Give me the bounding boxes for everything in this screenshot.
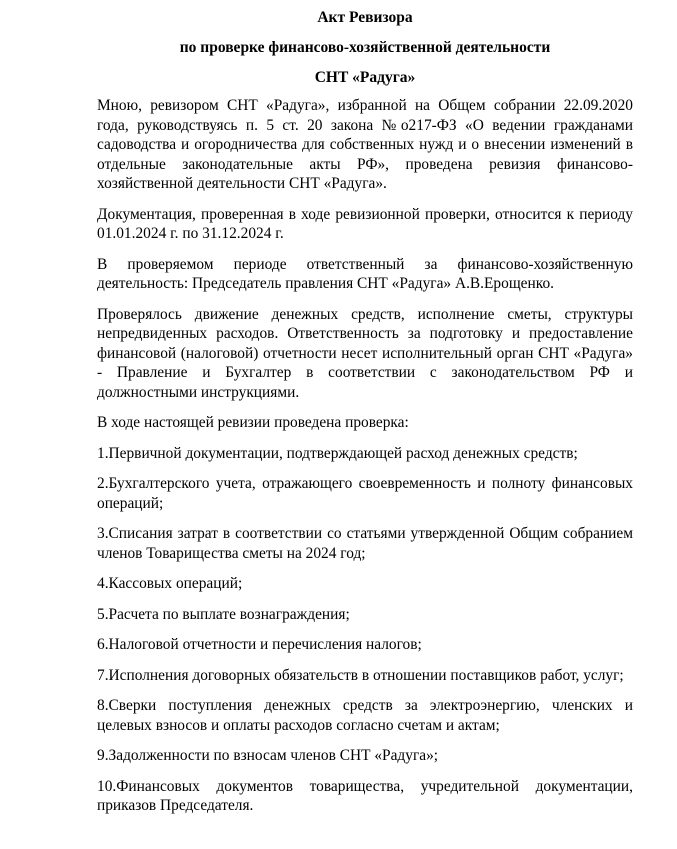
list-item: 5.Расчета по выплате вознаграждения; [97,605,350,623]
paragraph-check-intro: В ходе настоящей ревизии проведена проверка: [97,414,409,431]
paragraph-period: Документация, проверенная в ходе ревизионной проверки, относится к периоду 01.01.2024 г. по 31.12.2024 г. [97,205,633,242]
organization-name: СНТ «Радуга» [314,69,416,86]
list-item: 4.Кассовых операций; [97,575,243,592]
document-title: Акт Ревизора [317,9,413,26]
list-item: 1.Первичной документации, подтверждающей расход денежных средств; [97,444,578,462]
list-item: 10.Финансовых документов товарищества, учредительной документации, приказов Председателя. [97,777,633,814]
list-item: 8.Сверки поступления денежных средств за электроэнергию, членских и целевых взносов и оплаты расходов согласно счетам и актам; [97,697,633,734]
document-subtitle: по проверке финансово-хозяйственной деятельности [179,39,551,56]
list-item: 9.Задолженности по взносам членов СНТ «Радуга»; [97,747,439,764]
list-item: 2.Бухгалтерского учета, отражающего своевременность и полноту финансовых операций; [97,475,633,512]
list-item: 6.Налоговой отчетности и перечисления налогов; [97,636,422,653]
paragraph-responsible: В проверяемом периоде ответственный за финансово-хозяйственную деятельность: Председатель правления СНТ «Радуга» А.В.Ерощенко. [97,255,633,292]
list-item: 7.Исполнения договорных обязательств в отношении поставщиков работ, услуг; [97,666,624,684]
paragraph-intro: Мною, ревизором СНТ «Радуга», избранной на Общем собрании 22.09.2020 года, руководствуясь п. 5 ст. 20 закона №о217-ФЗ «О ведении гражданами садоводства и огородничества для собственных нужд и о внесении изменений в отдельные законодательные акты РФ», проведена ревизия финансово-хозяйственной деятельности СНТ «Радуга». [97,97,633,192]
list-item: 3.Списания затрат в соответствии со статьями утвержденной Общим собранием членов Товарищества сметы на 2024 год; [97,525,633,562]
paragraph-scope: Проверялось движение денежных средств, исполнение сметы, структуры непредвиденных расходов. Ответственность за подготовку и предоставление финансовой (налоговой) отчетности несет исполнительный орган СНТ «Радуга» - Правление и Бухгалтер в соответствии с законодательством РФ и должностными инструкциями. [97,305,633,401]
